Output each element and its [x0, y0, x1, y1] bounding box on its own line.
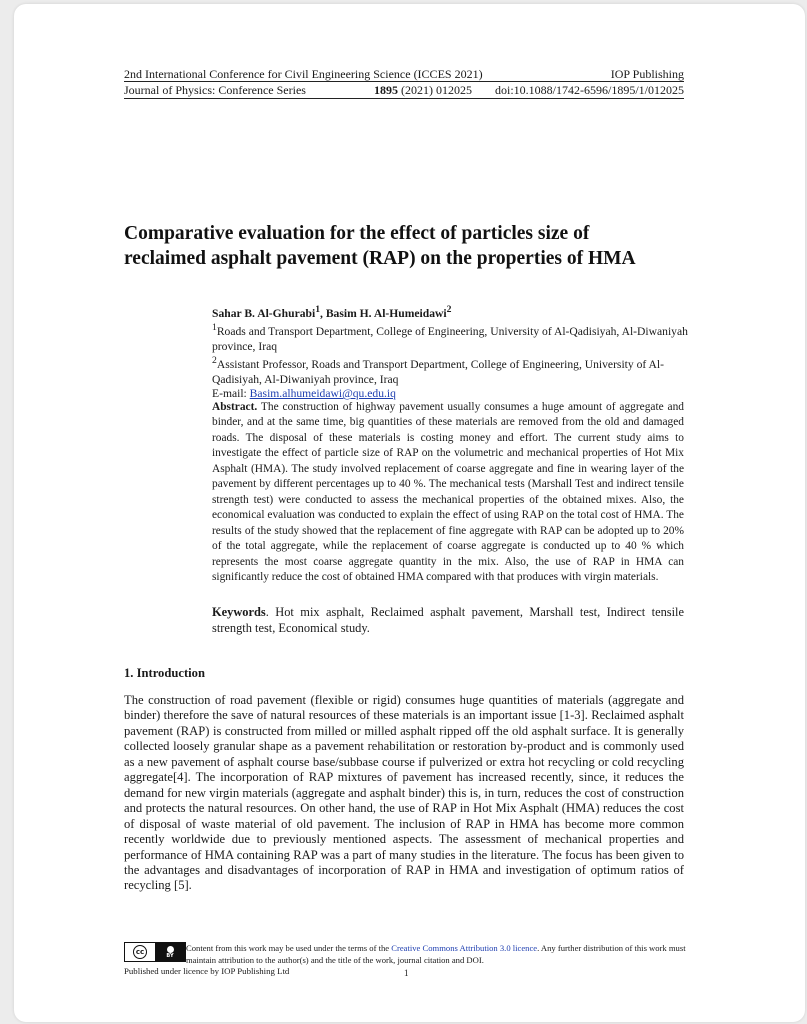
doi-link[interactable]: doi:10.1088/1742-6596/1895/1/012025 — [495, 83, 684, 97]
keywords-text: . Hot mix asphalt, Reclaimed asphalt pavement, Marshall test, Indirect tensile strength test, Economical study. — [212, 605, 684, 635]
header-rule-bottom — [124, 98, 684, 99]
affiliation-1-sup: 1 — [212, 322, 217, 334]
cc-by-badge[interactable] — [124, 942, 186, 962]
author-1-name: Sahar B. Al-Ghurabi — [212, 306, 316, 320]
affiliation-2-text: Assistant Professor, Roads and Transport Department, College of Engineering, University of Al-Qadisiyah, Al-Diwaniyah province, Iraq — [212, 358, 664, 386]
paper-title-line-2: reclaimed asphalt pavement (RAP) on the properties of HMA — [124, 248, 636, 269]
section-heading: 1. Introduction — [124, 666, 205, 680]
license-pre: Content from this work may be used under the terms of the — [186, 943, 392, 953]
paper-title-line-1: Comparative evaluation for the effect of particles size of — [124, 223, 590, 244]
header-rule-top — [124, 81, 684, 82]
published-line: Published under licence by IOP Publishing Ltd — [124, 966, 290, 976]
author-line — [212, 303, 692, 321]
journal-volume: 1895 — [374, 83, 398, 97]
email-link[interactable]: Basim.alhumeidawi@qu.edu.iq — [249, 387, 396, 401]
publisher-name: IOP Publishing — [610, 67, 684, 81]
author-2-name: Basim H. Al-Humeidawi — [325, 306, 447, 320]
section-paragraph: The construction of road pavement (flexible or rigid) consumes huge quantities of materials (aggregate and binder) therefore the save of natural resources of these materials is an important issue [1-3]. Reclaimed asphalt pavement (RAP) is constructed from milled or milled asphalt ripped off the old asphalt surface. It is generally collected loosely granular shape as a pavement rehabilitation or restoration by-product and is commonly used as a new pavement of asphalt course base/subbase course if pulverized or extra hot recycling or cold recycling aggregate[4]. The incorporation of RAP mixtures of pavement has increased recently, since, it reduces the demand for new virgin materials (aggregate and asphalt binder) this is, in turn, reduces the cost of construction and protects the natural resources. On other hand, the use of RAP in Hot Mix Asphalt (HMA) reduces the cost of disposal of waste material of old pavement. The inclusion of RAP in HMA has become more common recently worldwide due to previously mentioned aspects. The assessment of mechanical properties and performance of HMA containing RAP was a part of many studies in the literature. The focus has been given to the advantages and disadvantages of incorporation of RAP in HMA and investigation of optimum ratios of recycling [5]. — [124, 693, 684, 893]
license-post: . Any further distribution of this work must maintain attribution to the author(s) and the title of the work, journal citation and DOI. — [186, 943, 686, 965]
by-icon — [155, 943, 185, 961]
abstract-text: The construction of highway pavement usually consumes a huge amount of aggregate and binder, and at the same time, big quantities of these materials are removed from the old and damaged roads. The disposal of these materials is costing money and effort. The current study aims to investigate the effect of particle size of RAP on the volumetric and mechanical properties of Hot Mix Asphalt (HMA). The study involved replacement of coarse aggregate and fine in wearing layer of the pavement by different percentages up to 40 %. The mechanical tests (Marshall Test and indirect tensile strength test) were conducted to assess the mechanical properties of the obtained mixes. Also, the economical evaluation was conducted to explain the effect of using RAP on the total cost of HMA. The results of the study showed that the replacement of fine aggregate with RAP can be adopted up to 20% of the total aggregate, while the replacement of coarse aggregate is conducted up to 40 % which represents the most coarse aggregate quantity in the mix. Also, the use of RAP in HMA can significantly reduce the cost of obtained HMA compared with that produces with virgin materials. — [212, 401, 684, 583]
abstract-block — [212, 400, 684, 585]
by-mark: BY — [166, 952, 174, 959]
person-icon — [167, 946, 174, 953]
cc-mark: cc — [133, 945, 147, 959]
cc-icon — [125, 943, 155, 961]
journal-issue: (2021) 012025 — [401, 83, 472, 97]
email-label: E-mail: — [212, 387, 250, 401]
affiliation-2 — [212, 354, 692, 387]
section-body — [124, 693, 684, 894]
journal-name: Journal of Physics: Conference Series — [124, 83, 306, 97]
license-statement — [186, 942, 686, 966]
keywords-block — [212, 604, 684, 636]
keywords-label: Keywords — [212, 605, 266, 619]
page-number: 1 — [404, 968, 409, 978]
affiliation-1 — [212, 321, 692, 354]
author-1-sup: 1 — [315, 304, 321, 315]
license-link[interactable]: Creative Commons Attribution 3.0 licence — [391, 943, 538, 953]
conference-name: 2nd International Conference for Civil Engineering Science (ICCES 2021) — [124, 67, 483, 81]
affiliation-2-sup: 2 — [212, 355, 217, 367]
journal-citation — [374, 83, 472, 98]
abstract-label: Abstract. — [212, 401, 258, 413]
author-block — [212, 303, 692, 402]
author-separator: , — [320, 306, 326, 320]
author-2-sup: 2 — [446, 304, 452, 315]
paper-title — [124, 221, 694, 271]
affiliation-1-text: Roads and Transport Department, College of Engineering, University of Al-Qadisiyah, Al-Diwaniyah province, Iraq — [212, 325, 688, 353]
